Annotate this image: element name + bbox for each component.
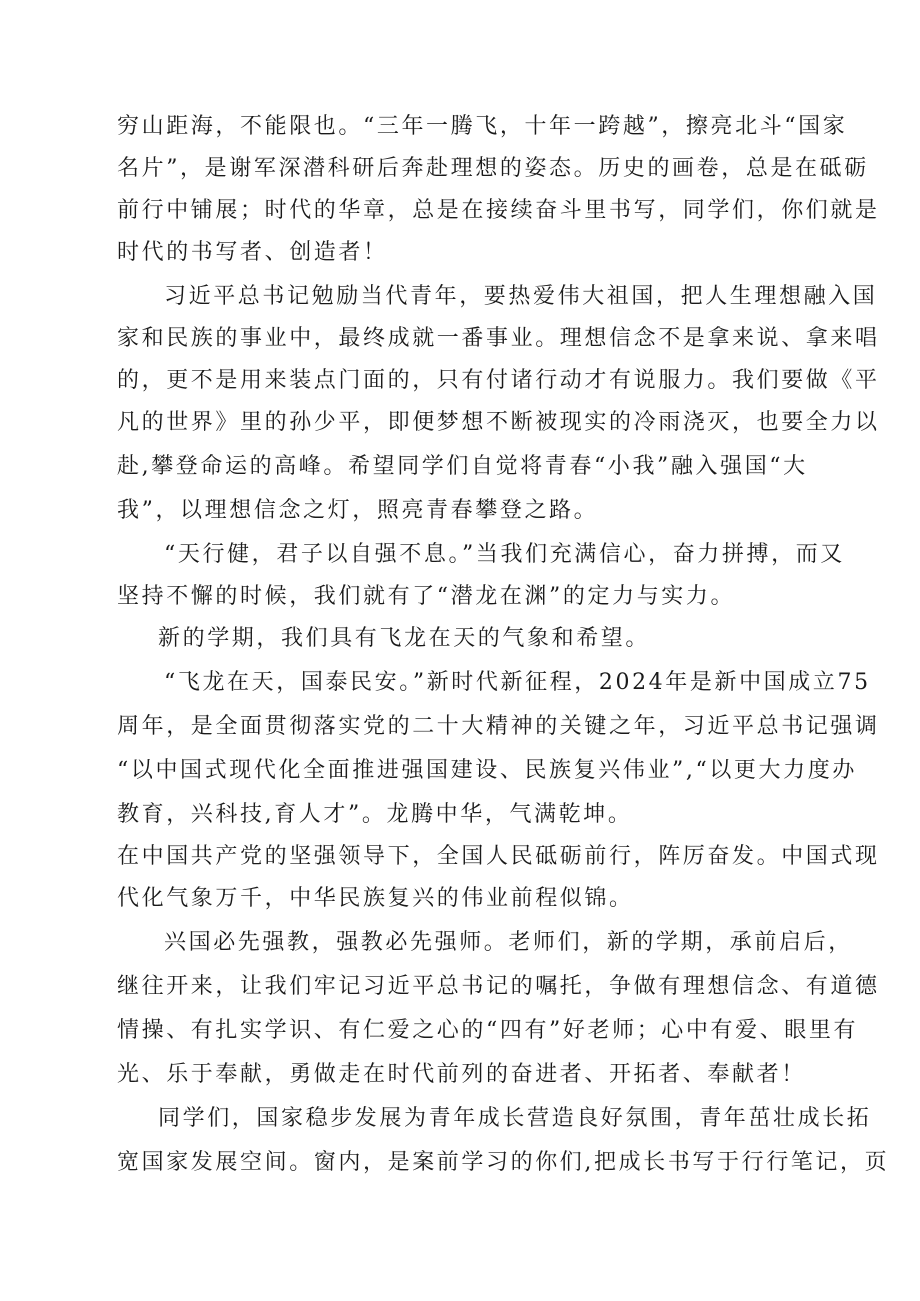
paragraph-start-line: 同学们，国家稳步发展为青年成长营造良好氛围，青年茁壮成长拓 [158,1106,872,1131]
text-line: 宽国家发展空间。窗内，是案前学习的你们,把成长书写于行行笔记，页 [117,1150,890,1175]
text-line: 赴,攀登命运的高峰。希望同学们自觉将青春“小我”融入强国“大 [117,454,808,479]
text-line: 我”，以理想信念之灯，照亮青春攀登之路。 [117,498,599,523]
paragraph-start-line: “天行健，君子以自强不息。”当我们充满信心，奋力拼搏，而又 [164,542,845,567]
text-line: 坚持不懈的时候，我们就有了“潜龙在渊”的定力与实力。 [117,584,736,609]
paragraph-start-line: 兴国必先强教，强教必先强师。老师们，新的学期，承前启后， [164,930,853,955]
text-line: 家和民族的事业中，最终成就一番事业。理想信念不是拿来说、拿来唱 [117,326,880,351]
paragraph-start-line: 习近平总书记勉励当代青年，要热爱伟大祖国，把人生理想融入国 [164,284,878,309]
paragraph-start-line: 在中国共产党的坚强领导下，全国人民砥砺前行，阵厉奋发。中国式现 [117,844,880,869]
text-line: 光、乐于奉献，勇做走在时代前列的奋进者、开拓者、奉献者！ [117,1062,806,1087]
text-line: 的，更不是用来装点门面的，只有付诸行动才有说服力。我们要做《平 [117,368,880,393]
paragraph-start-line: “飞龙在天，国泰民安。”新时代新征程，2024年是新中国成立75 [164,670,871,695]
text-line: “以中国式现代化全面推进强国建设、民族复兴伟业”,“以更大力度办 [117,758,857,783]
text-line: 名片”，是谢军深潜科研后奔赴理想的姿态。历史的画卷，总是在砥砺 [117,156,869,181]
text-line: 教育，兴科技,育人才”。龙腾中华，气满乾坤。 [117,802,633,827]
text-line: 时代的书写者、创造者！ [117,240,388,265]
text-line: 继往开来，让我们牢记习近平总书记的嘱托，争做有理想信念、有道德 [117,974,880,999]
text-line: 前行中铺展；时代的华章，总是在接续奋斗里书写，同学们，你们就是 [117,198,880,223]
paragraph-start-line: 新的学期，我们具有飞龙在天的气象和希望。 [158,626,651,651]
text-line: 穷山距海，不能限也。“三年一腾飞，十年一跨越”，擦亮北斗“国家 [117,114,848,139]
text-line: 凡的世界》里的孙少平，即便梦想不断被现实的冷雨浇灭，也要全力以 [117,410,880,435]
text-line: 情操、有扎实学识、有仁爱之心的“四有”好老师；心中有爱、眼里有 [117,1018,859,1043]
text-line: 代化气象万千，中华民族复兴的伟业前程似锦。 [117,886,634,911]
text-line: 周年，是全面贯彻落实党的二十大精神的关键之年，习近平总书记强调 [117,714,880,739]
